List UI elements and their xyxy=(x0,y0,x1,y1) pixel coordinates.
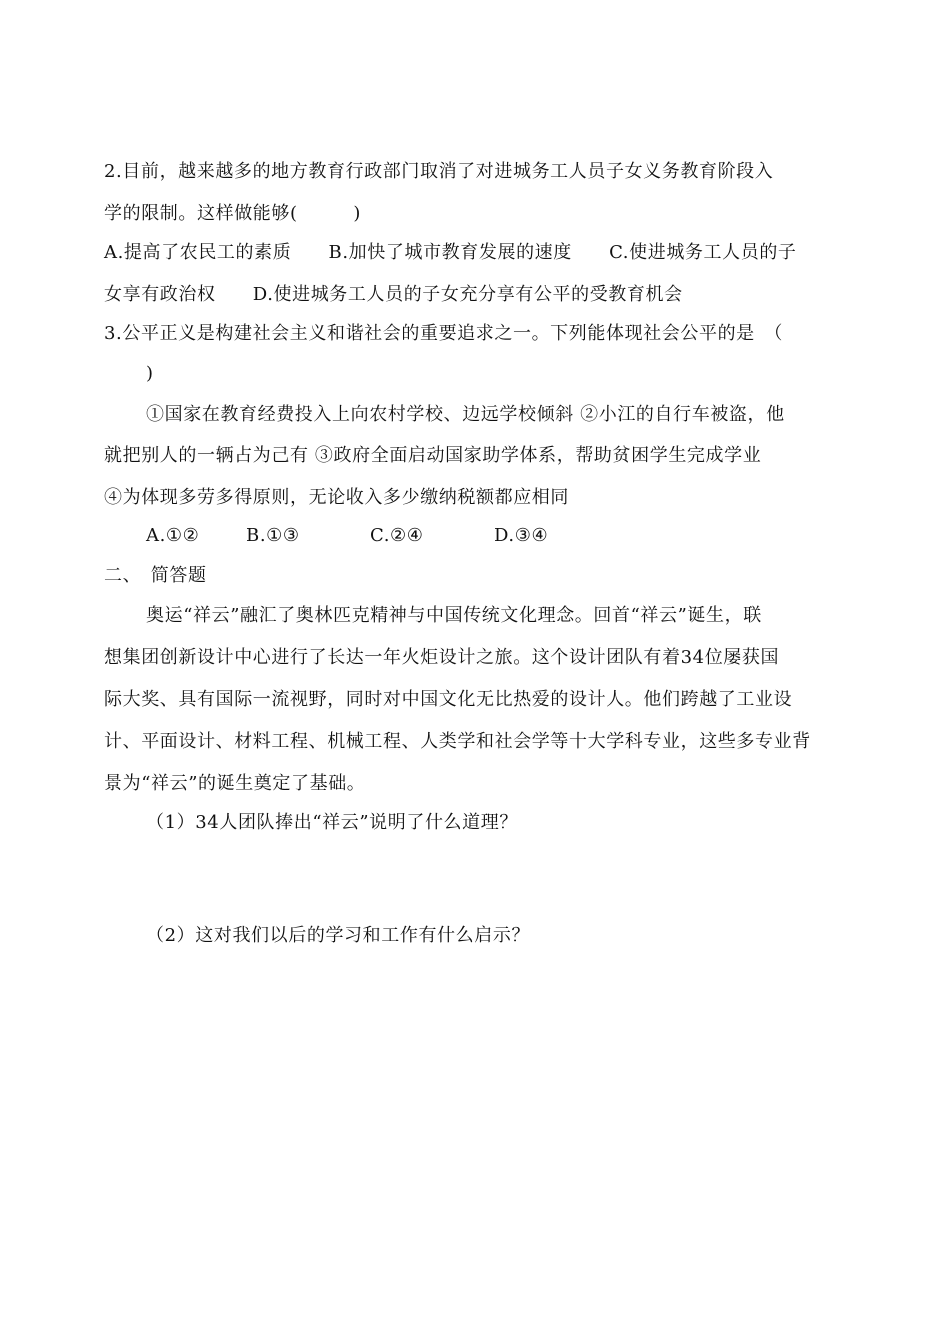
sub-question-1: （1）34人团队捧出“祥云”说明了什么道理？ xyxy=(146,812,518,833)
q3-statement-line3: ④为体现多劳多得原则，无论收入多少缴纳税额都应相同 xyxy=(104,487,569,508)
q3-option-c: C.②④ xyxy=(370,525,424,546)
passage-line4: 计、平面设计、材料工程、机械工程、人类学和社会学等十大学科专业，这些多专业背 xyxy=(104,731,811,752)
q3-stem-line1: 3.公平正义是构建社会主义和谐社会的重要追求之一。下列能体现社会公平的是 （ xyxy=(104,323,783,344)
q3-statement-line1: ①国家在教育经费投入上向农村学校、边远学校倾斜 ②小江的自行车被盗，他 xyxy=(146,404,785,425)
q3-option-d: D.③④ xyxy=(494,525,549,546)
q2-stem-line1: 2.目前，越来越多的地方教育行政部门取消了对进城务工人员子女义务教育阶段入 xyxy=(104,161,774,182)
q2-options-line1: A.提高了农民工的素质 B.加快了城市教育发展的速度 C.使进城务工人员的子 xyxy=(104,242,797,263)
q2-stem-line2: 学的限制。这样做能够( ) xyxy=(104,203,362,224)
passage-line3: 际大奖、具有国际一流视野，同时对中国文化无比热爱的设计人。他们跨越了工业设 xyxy=(104,689,793,710)
q2-options-line2: 女享有政治权 D.使进城务工人员的子女充分享有公平的受教育机会 xyxy=(104,284,683,305)
q3-stem-line2: ) xyxy=(146,363,154,384)
q3-statement-line2: 就把别人的一辆占为己有 ③政府全面启动国家助学体系，帮助贫困学生完成学业 xyxy=(104,445,762,466)
section-heading: 二、 简答题 xyxy=(104,565,207,586)
passage-line2: 想集团创新设计中心进行了长达一年火炬设计之旅。这个设计团队有着34位屡获国 xyxy=(104,647,780,668)
q3-option-b: B.①③ xyxy=(246,525,300,546)
q3-option-a: A.①② xyxy=(146,525,200,546)
passage-line5: 景为“祥云”的诞生奠定了基础。 xyxy=(104,773,366,794)
sub-question-2: （2）这对我们以后的学习和工作有什么启示？ xyxy=(146,925,531,946)
passage-line1: 奥运“祥云”融汇了奥林匹克精神与中国传统文化理念。回首“祥云”诞生，联 xyxy=(146,605,762,626)
